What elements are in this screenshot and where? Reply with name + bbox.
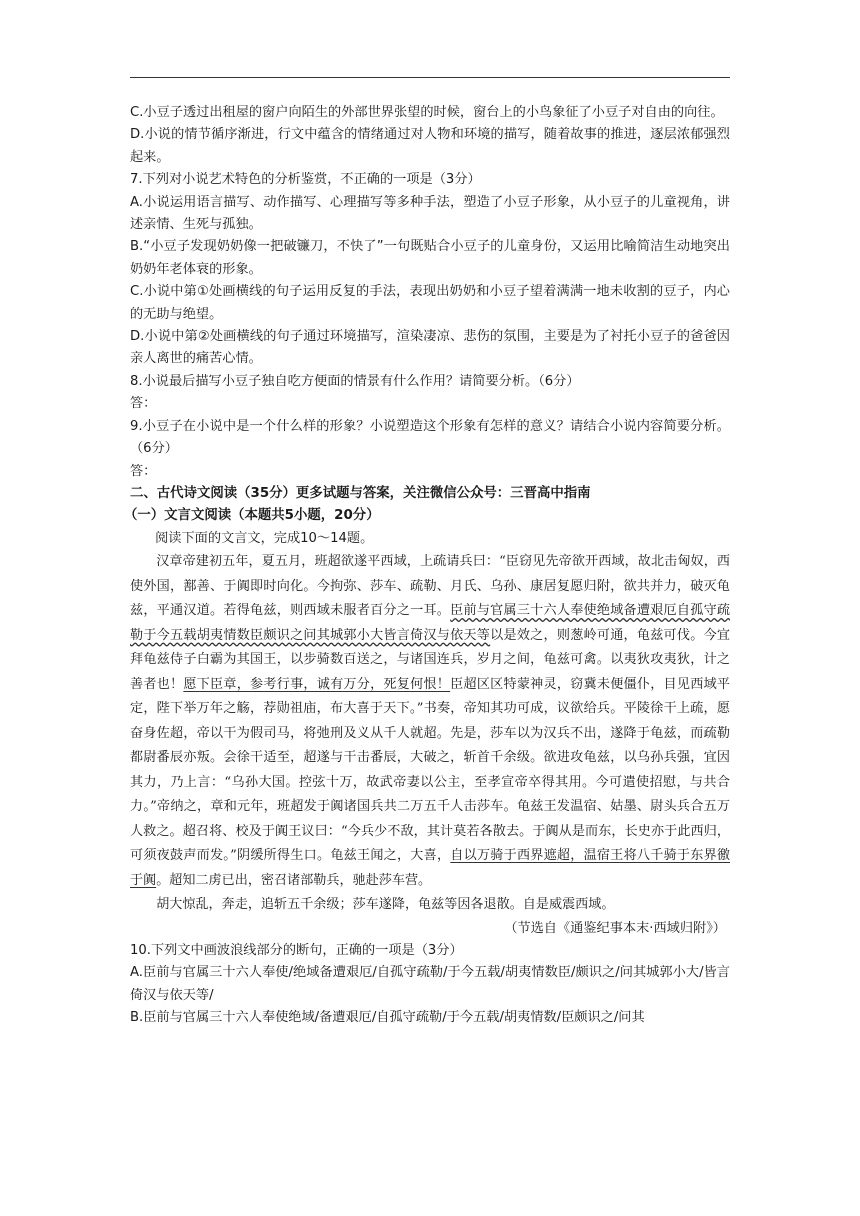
- passage-text: 。超知二虏已出，密召诸部勒兵，驰赴莎车营。: [156, 872, 432, 888]
- reading-instruction: 阅读下面的文言文，完成10～14题。: [155, 530, 374, 546]
- q7-option-d: D.小说中第②处画横线的句子通过环境描写，渲染凄凉、悲伤的氛围，主要是为了衬托小豆子的爸爸因亲人离世的痛苦心情。: [130, 329, 730, 367]
- q8-answer-label: 答：: [130, 396, 157, 412]
- q7-stem: 7.下列对小说艺术特色的分析鉴赏，不正确的一项是（3分）: [130, 172, 481, 188]
- section-2-heading: 二、古代诗文阅读（35分）更多试题与答案，关注微信公众号：三晋高中指南: [130, 485, 591, 501]
- wavy-underlined-sentence: 臣前与官属三十六人奉使绝域备遭艰厄自孤守疏勒于今五载胡夷情数臣颇识之问其城郭小大皆言倚汉与依天等: [130, 603, 731, 643]
- q6-option-d: D.小说的情节循序渐进，行文中蕴含的情绪通过对人物和环境的描写，随着故事的推进，逐层浓郁强烈起来。: [130, 127, 730, 165]
- q7-option-a: A.小说运用语言描写、动作描写、心理描写等多种手法，塑造了小豆子形象，从小豆子的儿童视角，讲述亲情、生死与孤独。: [130, 194, 730, 233]
- underlined-sentence-2: 自以万骑于西界遮超，温宿王将八千骑于东界徼于阗: [130, 848, 730, 888]
- q6-option-c: C.小豆子透过出租屋的窗户向陌生的外部世界张望的时候，窗台上的小鸟象征了小豆子对自由的向往。: [130, 105, 724, 120]
- q7-option-c: C.小说中第①处画横线的句子运用反复的手法，表现出奶奶和小豆子望着满满一地未收割的豆子，内心的无助与绝望。: [130, 284, 730, 322]
- section-2-1-heading: （一）文言文阅读（本题共5小题，20分）: [124, 508, 380, 524]
- passage-paragraph-1: [130, 550, 730, 893]
- underlined-sentence-1: 愿下臣章，参考行事，诚有万分，死复何恨！: [183, 676, 451, 692]
- header-rule: [130, 77, 730, 78]
- q10-stem: 10.下列文中画波浪线部分的断句，正确的一项是（3分）: [130, 943, 463, 959]
- passage-text: 臣超区区特蒙神灵，窃冀未便僵仆，目见西域平定，陛下举万年之觞，荐勋祖庙，布大喜于天下。”书奏，帝知其功可成，议欲给兵。平陵徐干上疏，愿奋身佐超，帝以干为假司马，将弛刑及义从千人就超。先是，莎车以为汉兵不出，遂降于龟兹，而疏勒都尉番辰亦叛。会徐干适至，超遂与干击番辰，大破之，斩首千余级。欲进攻龟兹，以乌孙兵强，宜因其力，乃上言：“乌孙大国。控弦十万，故武帝妻以公主，至孝宣帝卒得其用。今可遣使招慰，与共合力。”帝纳之，章和元年，班超发于阗诸国兵共二万五千人击莎车。龟兹王发温宿、姑墨、尉头兵合五万人救之。超召将、校及于阗王议曰：“今兵少不敌，其计莫若各散去。于阗从是而东，长史亦于此西归，可须夜鼓声而发。”阴缓所得生口。龟兹王闻之，大喜，: [130, 676, 731, 864]
- passage-paragraph-2: 胡大惊乱，奔走，追斩五千余级；莎车遂降，龟兹等因各退散。自是威震西域。: [156, 897, 615, 913]
- q9-answer-label: 答：: [130, 463, 157, 479]
- q9-stem: 9.小豆子在小说中是一个什么样的形象？小说塑造这个形象有怎样的意义？请结合小说内容简要分析。（6分）: [130, 418, 730, 457]
- q7-option-b: B.“小豆子发现奶奶像一把破镰刀，不快了”一句既贴合小豆子的儿童身份，又运用比喻简洁生动地突出奶奶年老体衰的形象。: [130, 239, 730, 277]
- exam-page: [124, 102, 731, 1030]
- q8-stem: 8.小说最后描写小豆子独自吃方便面的情景有什么作用？请简要分析。（6分）: [130, 373, 580, 389]
- q10-option-b: B.臣前与官属三十六人奉使绝域/备遭艰厄/自孤守疏勒/于今五载/胡夷情数/臣颇识之/问其: [130, 1010, 645, 1026]
- passage-source: （节选自《通鉴纪事本末·西域归附》）: [504, 920, 726, 936]
- q10-option-a: A.臣前与官属三十六人奉使/绝域备遭艰厄/自孤守疏勒/于今五载/胡夷情数臣/颇识之/问其城郭小大/皆言倚汉与依天等/: [130, 965, 730, 1003]
- passage-text: 汉章帝建初五年，夏五月，班超欲遂平西域，上疏请兵曰：“臣窃见先帝欲开西域，故北击匈奴，西使外国，鄯善、于阗即时向化。今拘弥、莎车、疏勒、月氏、乌孙、康居复愿归附，欲共并力，破灭龟兹，平通汉道。若得龟兹，则西域未服者百分之一耳。: [130, 554, 730, 619]
- passage-text: 以是效之，则葱岭可通，龟兹可伐。今宜拜龟兹侍子白霸为其国王，以步骑数百送之，与诸国连兵，岁月之间，龟兹可禽。以夷狄攻夷狄，计之善者也！: [130, 627, 731, 692]
